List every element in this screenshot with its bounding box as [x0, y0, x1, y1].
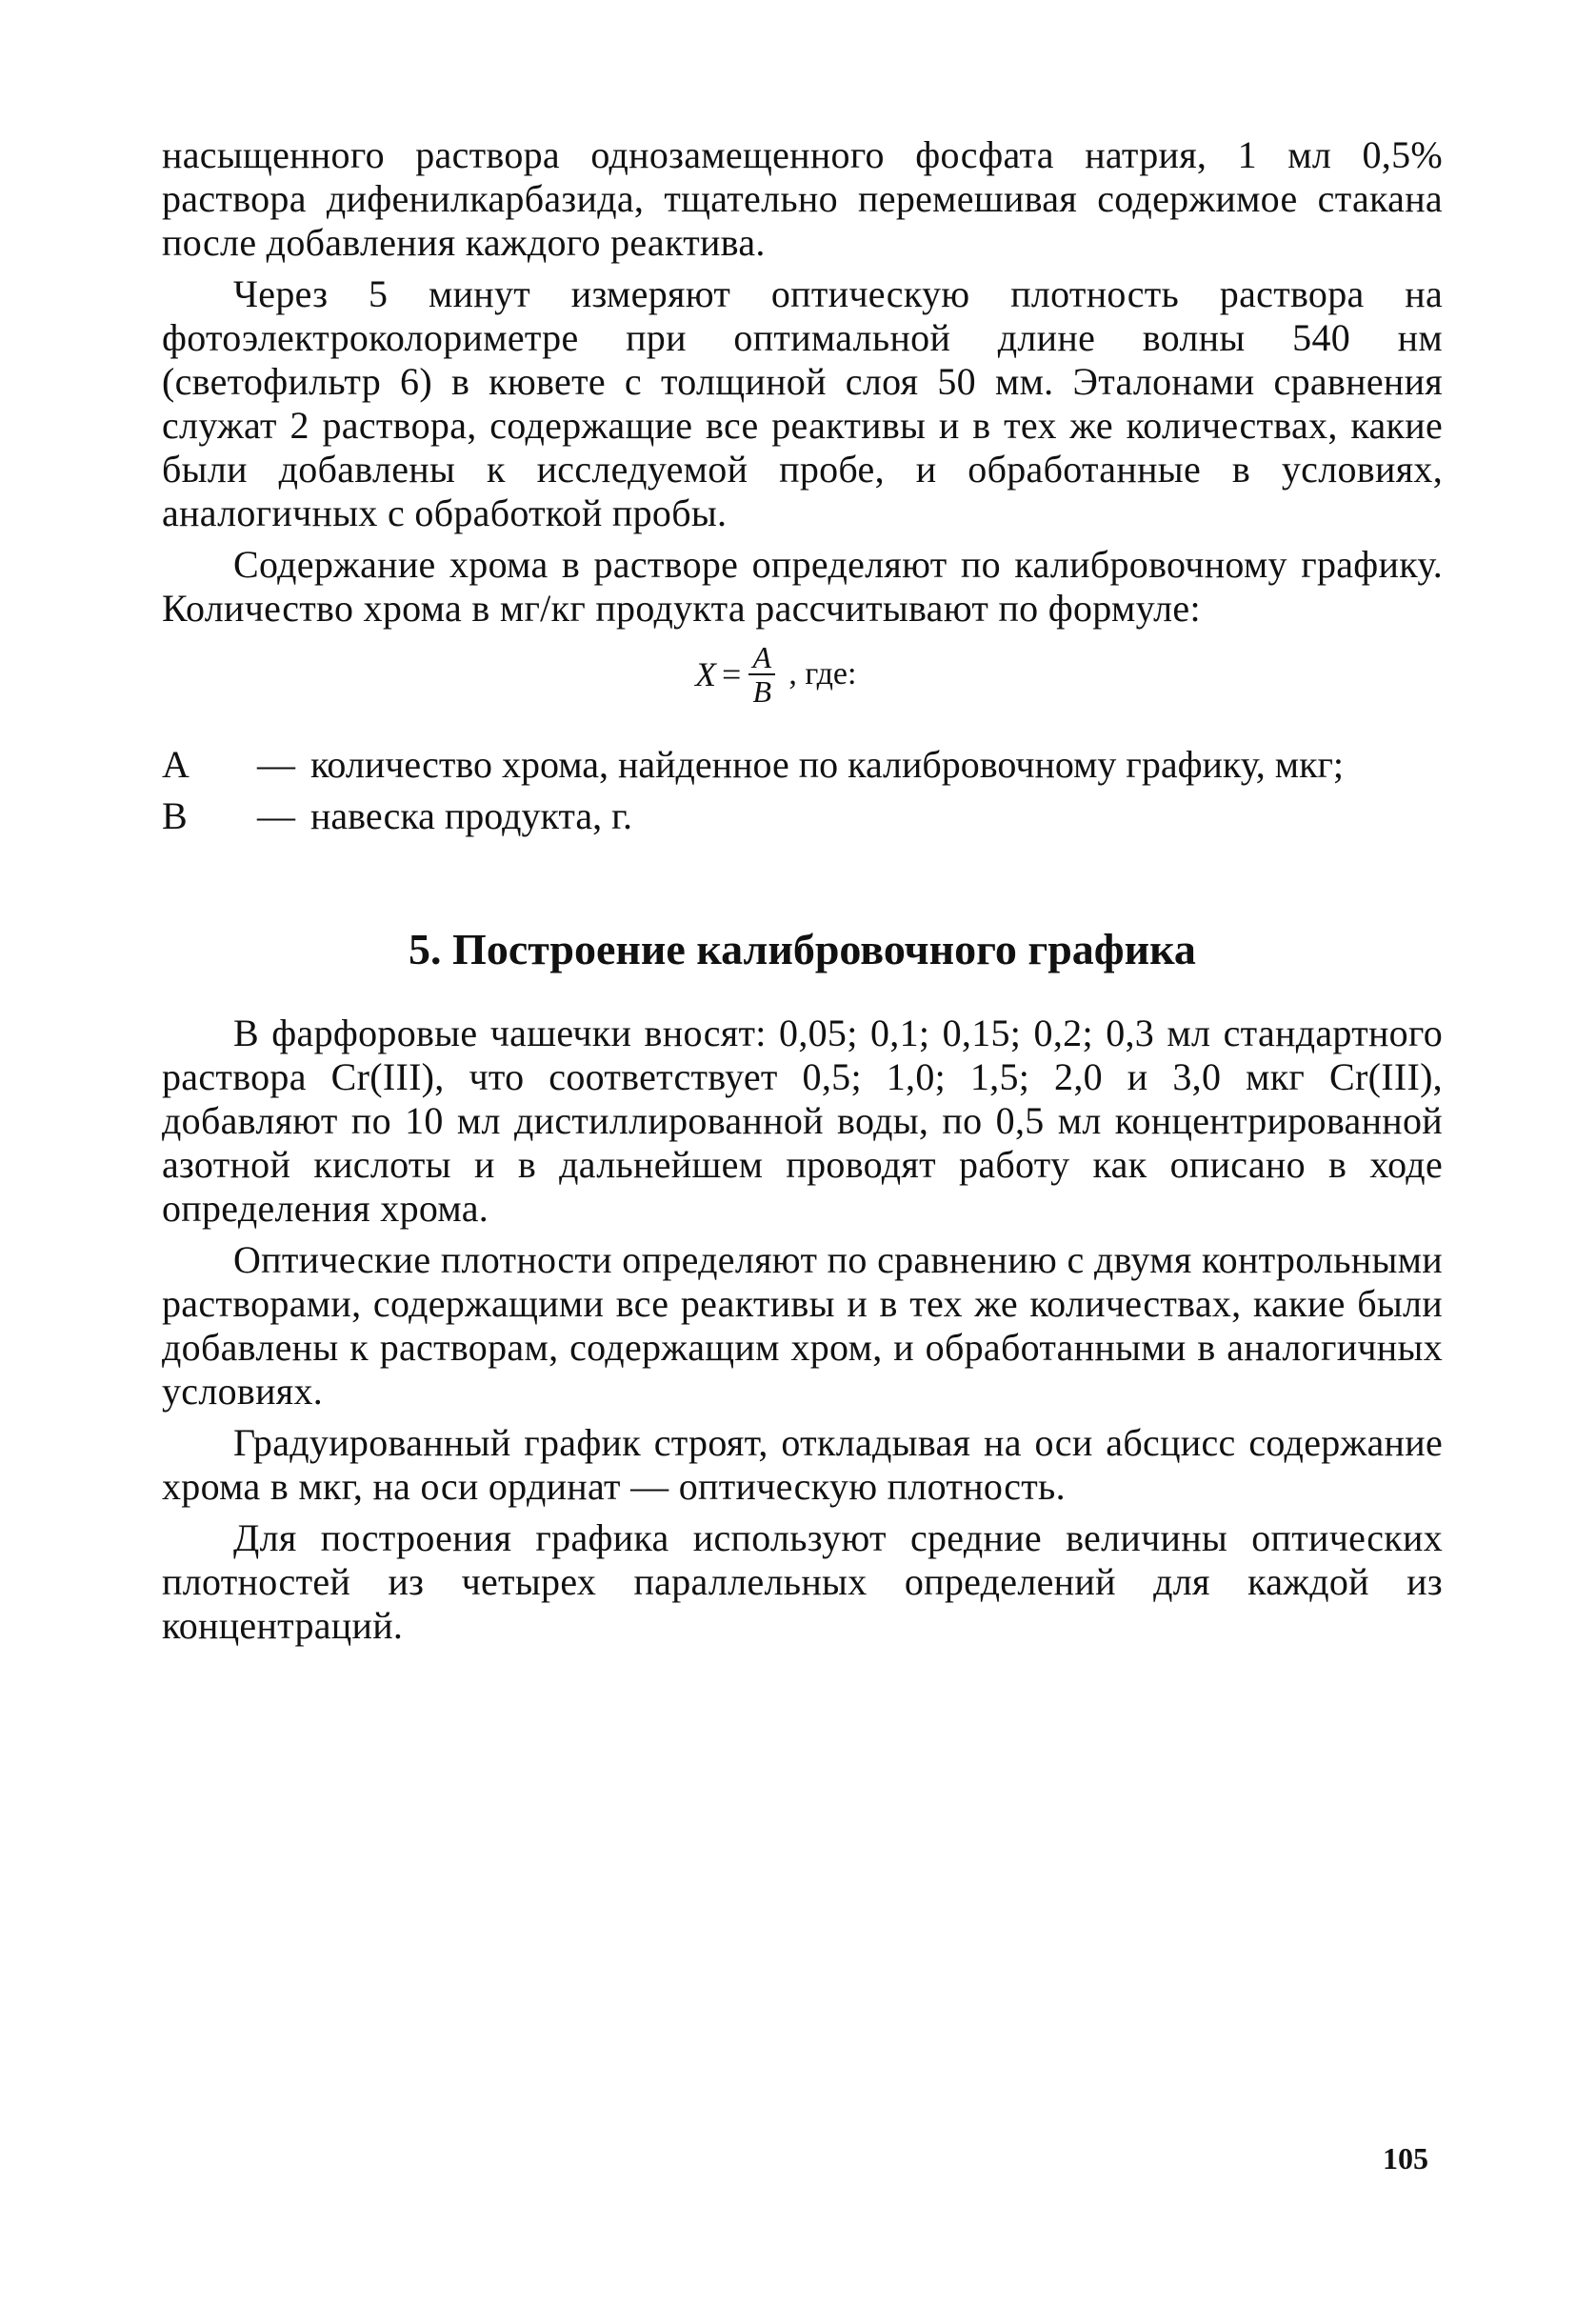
formula — [695, 636, 856, 712]
definition-symbol: А — [162, 743, 190, 786]
formula-numerator: A — [752, 640, 772, 674]
definition-b — [162, 794, 1443, 838]
intro-paragraph-3: Содержание хрома в растворе определяют по калибровочному графику. Количество хрома в мг/кг продукта рассчитывают по формуле: — [162, 543, 1443, 630]
intro-text — [162, 133, 1443, 638]
formula-equals: = — [722, 655, 742, 693]
intro-paragraph-1: насыщенного раствора однозамещенного фосфата натрия, 1 мл 0,5% раствора дифенилкарбазида, тщательно перемешивая содержимое стакана после добавления каждого реактива. — [162, 133, 1443, 264]
definition-text: количество хрома, найденное по калибровочному графику, мкг; — [310, 743, 1345, 786]
formula-denominator: B — [752, 674, 772, 709]
formula-suffix: , где: — [788, 656, 857, 692]
section-heading: 5. Построение калибровочного графика — [409, 925, 1196, 973]
section-text — [162, 1012, 1443, 1655]
section-paragraph-1: В фарфоровые чашечки вносят: 0,05; 0,1; 0,15; 0,2; 0,3 мл стандартного раствора Cr(III), что соответствует 0,5; 1,0; 1,5; 2,0 и 3,0 мкг Cr(III), добавляют по 10 мл дистиллированной воды, по 0,5 мл концентрированной азотной кислоты и в дальнейшем проводят работу как описано в ходе определения хрома. — [162, 1012, 1443, 1230]
section-paragraph-4: Для построения графика используют средние величины оптических плотностей из четырех параллельных определений для каждой из концентраций. — [162, 1516, 1443, 1647]
page-number: 105 — [1383, 2141, 1428, 2176]
definition-text: навеска продукта, г. — [310, 794, 633, 837]
definition-dash: — — [257, 743, 295, 786]
section-paragraph-2: Оптические плотности определяют по сравнению с двумя контрольными растворами, содержащими все реактивы и в тех же количествах, какие были добавлены к растворам, содержащим хром, и обработанными в аналогичных условиях. — [162, 1238, 1443, 1413]
section-paragraph-3: Градуированный график строят, откладывая на оси абсцисс содержание хрома в мкг, на оси ординат — оптическую плотность. — [162, 1421, 1443, 1508]
formula-lhs: X — [695, 655, 716, 693]
definition-symbol: В — [162, 794, 188, 837]
formula-fraction — [748, 640, 775, 709]
definition-a — [162, 743, 1443, 787]
definition-dash: — — [257, 794, 295, 837]
intro-paragraph-2: Через 5 минут измеряют оптическую плотность раствора на фотоэлектроколориметре при оптимальной длине волны 540 нм (светофильтр 6) в кювете с толщиной слоя 50 мм. Эталонами сравнения служат 2 раствора, содержащие все реактивы и в тех же количествах, какие были добавлены к исследуемой пробе, и обработанные в условиях, аналогичных с обработкой пробы. — [162, 272, 1443, 534]
definitions-list — [162, 743, 1443, 846]
